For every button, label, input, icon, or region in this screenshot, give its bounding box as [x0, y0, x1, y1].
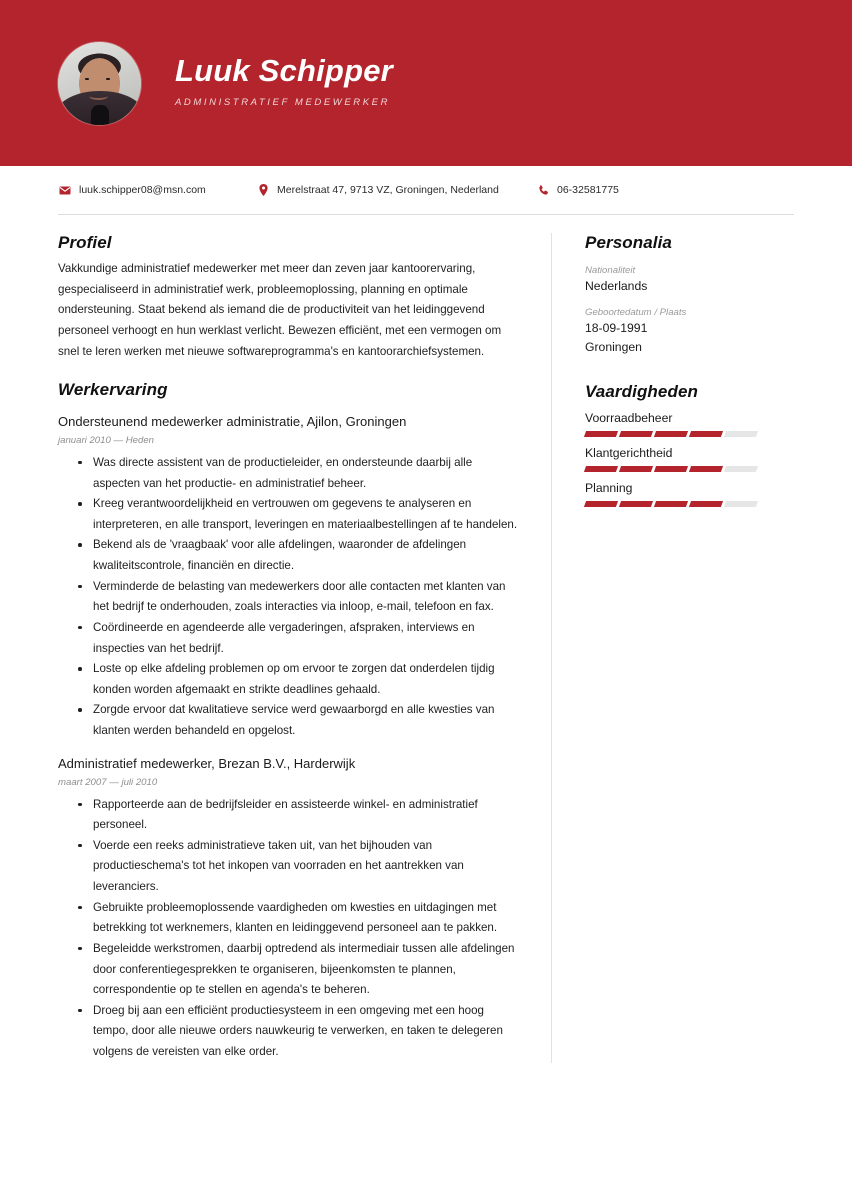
job-bullet-item: Voerde een reeks administratieve taken uit, van het bijhouden van productieschema's tot het inkopen van voorraden en het aantrekken van leveranciers. [76, 836, 519, 898]
job-title: Administratief medewerker, Brezan B.V., Harderwijk [58, 755, 356, 771]
contact-phone[interactable] [536, 184, 619, 196]
main-column [58, 233, 551, 1063]
job-entry [58, 413, 519, 742]
job-bullet-item: Zorgde ervoor dat kwalitatieve service werd gewaarborgd en alle kwesties van klanten werden behandeld en opgelost. [76, 700, 519, 741]
skill-segment [619, 501, 653, 507]
birth-date-value: 18-09-1991 [585, 321, 648, 336]
nationality-label: Nationaliteit [585, 265, 636, 276]
contact-email-text: luuk.schipper08@msn.com [79, 184, 206, 196]
job-bullets [76, 795, 519, 1063]
skill-segment [654, 431, 688, 437]
skill-segment [724, 501, 758, 507]
skill-segment [654, 501, 688, 507]
job-bullet-item: Rapporteerde aan de bedrijfsleider en assisteerde winkel- en administratief personeel. [76, 795, 519, 836]
job-bullet-item: Verminderde de belasting van medewerkers door alle contacten met klanten van het bedrijf te onderhouden, zoals interacties via inloop, e-mail, telefoon en fax. [76, 577, 519, 618]
profile-heading: Profiel [58, 233, 112, 252]
skill-segment [654, 466, 688, 472]
job-dates: maart 2007 — juli 2010 [58, 776, 158, 788]
job-bullet-item: Coördineerde en agendeerde alle vergaderingen, afspraken, interviews en inspecties van het bedrijf. [76, 618, 519, 659]
skill-level-bar [585, 431, 757, 437]
birth-label: Geboortedatum / Plaats [585, 307, 687, 319]
resume-header [0, 0, 852, 166]
skill-level-bar [585, 466, 757, 472]
job-bullet-item: Was directe assistent van de productieleider, en ondersteunde daarbij alle aspecten van het productie- en administratief beheer. [76, 453, 519, 494]
job-bullet-item: Gebruikte probleemoplossende vaardigheden om kwesties en uitdagingen met betrekking tot werknemers, klanten en leidinggevend personeel aan te pakken. [76, 898, 519, 939]
contact-phone-text: 06-32581775 [557, 184, 619, 196]
job-bullets [76, 453, 519, 742]
skill-item [585, 411, 757, 437]
job-bullet-item: Droeg bij aan een efficiënt productiesysteem in een omgeving met een hoog tempo, door alle nieuwe orders nauwkeurig te verwerken, en taken te delegeren volgens de vereisten van elke order. [76, 1001, 519, 1063]
skill-segment [689, 431, 723, 437]
resume-body [0, 215, 852, 1063]
skill-item [585, 481, 757, 507]
contact-email[interactable] [58, 184, 256, 196]
contact-address-text: Merelstraat 47, 9713 VZ, Groningen, Nederland [277, 184, 499, 196]
skill-segment [619, 466, 653, 472]
job-bullet-item: Begeleidde werkstromen, daarbij optredend als intermediair tussen alle afdelingen door conferentiegesprekken te organiseren, bijeenkomsten te plannen, correspondentie op te stellen en agenda's te beheren. [76, 939, 519, 1001]
skills-heading: Vaardigheden [585, 381, 698, 401]
job-bullet-item: Bekend als de 'vraagbaak' voor alle afdelingen, waaronder de afdelingen kwaliteitscontrole, financiën en directie. [76, 535, 519, 576]
contact-address [256, 184, 536, 196]
personalia-heading: Personalia [585, 233, 672, 252]
skill-segment [689, 466, 723, 472]
skill-name: Planning [585, 480, 633, 495]
skills-list [585, 411, 757, 507]
skill-segment [724, 431, 758, 437]
experience-heading: Werkervaring [58, 380, 168, 400]
name-block [175, 54, 393, 112]
birth-place-value: Groningen [585, 339, 642, 354]
skill-item [585, 446, 757, 472]
skill-segment [584, 501, 618, 507]
skill-name: Klantgerichtheid [585, 445, 673, 460]
skill-name: Voorraadbeheer [585, 410, 673, 425]
map-pin-icon [256, 184, 270, 196]
profile-text: Vakkundige administratief medewerker met meer dan zeven jaar kantoorervaring, gespecialiseerd in administratief werk, probleemoplossing, planning en optimale ondersteuning. Staat bekend als iemand die de productiviteit van het leidinggevend personeel verhoogt en hun werklast verlicht. Bewezen efficiënt, met een vermogen om snel te leren werken met nieuwe softwareprogramma's en kantoorarchiefsystemen. [58, 262, 502, 358]
job-dates: januari 2010 — Heden [58, 434, 155, 446]
candidate-name: Luuk Schipper [175, 52, 393, 88]
contact-bar [0, 166, 852, 214]
skill-level-bar [585, 501, 757, 507]
candidate-role: ADMINISTRATIEF MEDEWERKER [175, 97, 391, 109]
sidebar-column [552, 233, 757, 1063]
envelope-icon [58, 186, 72, 195]
avatar [58, 42, 141, 125]
skill-segment [584, 466, 618, 472]
job-bullet-item: Kreeg verantwoordelijkheid en vertrouwen om gegevens te analyseren en interpreteren, en alle transport, leveringen en materiaalbestellingen af te handelen. [76, 494, 519, 535]
skill-segment [584, 431, 618, 437]
job-list [58, 413, 519, 1063]
job-entry [58, 755, 519, 1063]
skill-segment [689, 501, 723, 507]
phone-icon [536, 185, 550, 196]
job-title: Ondersteunend medewerker administratie, Ajilon, Groningen [58, 414, 407, 430]
skill-segment [724, 466, 758, 472]
skill-segment [619, 431, 653, 437]
nationality-value: Nederlands [585, 279, 648, 293]
job-bullet-item: Loste op elke afdeling problemen op om ervoor te zorgen dat onderdelen tijdig konden worden afgemaakt en strikte deadlines gehaald. [76, 659, 519, 700]
